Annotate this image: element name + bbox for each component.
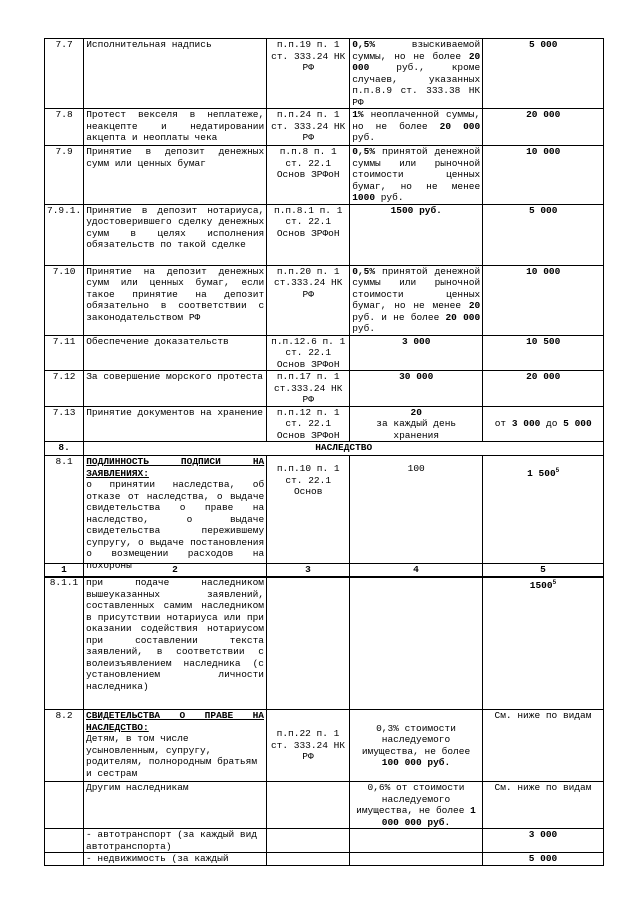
tax-limit: 20 000 bbox=[352, 50, 481, 73]
row-fee: См. ниже по видам bbox=[483, 782, 604, 829]
row-number: 8.2 bbox=[45, 710, 84, 782]
tax-rate: 0,6% bbox=[367, 782, 391, 793]
row-description: Принятие в депозит нотариуса, удостоверившего сделку денежных сумм в целях исполнения обязательств по такой сделке bbox=[84, 204, 267, 265]
fee-value: 10 000 bbox=[526, 146, 561, 157]
row-number: 7.9.1. bbox=[45, 204, 84, 265]
row-title: СВИДЕТЕЛЬСТВА О ПРАВЕ НА НАСЛЕДСТВО: bbox=[86, 710, 264, 733]
row-tax bbox=[350, 109, 483, 146]
row-basis: п.п.17 п. 1 ст.333.24 НК РФ bbox=[267, 371, 350, 407]
row-basis: п.п.12.6 п. 1 ст. 22.1 Основ ЗРФоН bbox=[267, 335, 350, 371]
row-description bbox=[84, 710, 267, 782]
row-basis: п.п.24 п. 1 ст. 333.24 НК РФ bbox=[267, 109, 350, 146]
fee-row bbox=[45, 265, 604, 335]
row-fee: См. ниже по видам bbox=[483, 710, 604, 782]
fee-row bbox=[45, 204, 604, 265]
row-description: Другим наследникам bbox=[84, 782, 267, 829]
row-tax bbox=[350, 710, 483, 782]
row-number: 7.9 bbox=[45, 146, 84, 205]
tax-rate: 0,5% bbox=[352, 265, 376, 277]
row-number bbox=[45, 829, 84, 853]
fee-value: 10 000 bbox=[526, 265, 561, 277]
tax-rate: 0,5% bbox=[352, 39, 376, 50]
tax-max: 20 000 bbox=[445, 311, 481, 323]
row-other-heirs bbox=[45, 782, 604, 829]
tax-rate: 0,5% bbox=[352, 146, 376, 157]
fee-value: 5 000 bbox=[528, 204, 558, 216]
row-real-estate bbox=[45, 853, 604, 866]
row-description: Обеспечение доказательств bbox=[84, 335, 267, 371]
tax-text: принятой денежной суммы или рыночной стоимости ценных бумаг, но не менее bbox=[352, 146, 481, 192]
header-col-2: 2 bbox=[84, 564, 267, 577]
tax-text-2: руб. bbox=[352, 132, 376, 143]
row-description: Принятие документов на хранение bbox=[84, 406, 267, 442]
row-fee bbox=[483, 456, 604, 578]
header-col-3: 3 bbox=[267, 564, 350, 577]
tax-rate: 0,3% bbox=[376, 722, 399, 734]
row-tax bbox=[350, 406, 483, 442]
tax-value: 3 000 bbox=[401, 335, 431, 347]
tax-limit: 1000 bbox=[352, 192, 376, 203]
row-fee bbox=[483, 371, 604, 407]
row-tax bbox=[350, 265, 483, 335]
fee-row bbox=[45, 109, 604, 146]
row-fee bbox=[483, 109, 604, 146]
tax-value: 1500 руб. bbox=[390, 204, 442, 216]
row-number: 7.11 bbox=[45, 335, 84, 371]
fee-value: 10 500 bbox=[526, 335, 561, 347]
row-basis: п.п.12 п. 1 ст. 22.1 Основ ЗРФоН bbox=[267, 406, 350, 442]
tax-limit: 1 000 000 руб. bbox=[381, 805, 476, 828]
tax-text-3: руб. bbox=[352, 323, 376, 334]
fee-value: 1 500 bbox=[527, 468, 556, 480]
row-description: - автотранспорт (за каждый вид автотранспорта) bbox=[84, 829, 267, 853]
tax-text: принятой денежной суммы или рыночной стоимости ценных бумаг, но не менее bbox=[352, 265, 481, 311]
row-number: 7.13 bbox=[45, 406, 84, 442]
row-vehicles bbox=[45, 829, 604, 853]
row-number: 8.1.1 bbox=[45, 577, 84, 710]
row-8-1-1 bbox=[45, 577, 604, 710]
fee-value: 20 000 bbox=[526, 109, 561, 120]
row-title: ПОДЛИННОСТЬ ПОДПИСИ НА ЗАЯВЛЕНИЯХ: bbox=[86, 456, 265, 479]
row-description: Протест векселя в неплатеже, неакцепте и недатировании акцепта и неоплаты чека bbox=[84, 109, 267, 146]
fees-table-top bbox=[44, 38, 604, 578]
tax-text-2: руб. bbox=[375, 192, 404, 203]
row-description: - недвижимость (за каждый bbox=[84, 853, 267, 866]
row-basis: п.п.22 п. 1 ст. 333.24 НК РФ bbox=[267, 710, 350, 782]
fee-value: 5 000 bbox=[528, 39, 558, 50]
tax-text: неоплаченной суммы, но не более bbox=[352, 109, 481, 132]
row-basis: п.п.8 п. 1 ст. 22.1 Основ ЗРФоН bbox=[267, 146, 350, 205]
row-basis: п.п.20 п. 1 ст.333.24 НК РФ bbox=[267, 265, 350, 335]
section-title: НАСЛЕДСТВО bbox=[84, 442, 604, 456]
row-number: 7.7 bbox=[45, 39, 84, 109]
row-number: 7.10 bbox=[45, 265, 84, 335]
row-fee bbox=[483, 265, 604, 335]
row-description: при подаче наследником вышеуказанных заявлений, составленных самим наследником в присутствии нотариуса или при оказании содействия нотариусом при составлении текста заявлений, в соответствии с волеизъявлением наследника (с установлением личности наследника) bbox=[84, 577, 267, 710]
fee-value: 20 000 bbox=[526, 371, 561, 382]
row-number: 7.8 bbox=[45, 109, 84, 146]
row-basis: п.п.10 п. 1 ст. 22.1 Основ bbox=[267, 456, 350, 578]
row-tax bbox=[350, 853, 483, 866]
row-fee bbox=[483, 577, 604, 710]
tax-limit: 20 000 bbox=[439, 120, 481, 132]
fee-row bbox=[45, 39, 604, 109]
fee-footnote: 5 bbox=[552, 579, 557, 586]
row-fee bbox=[483, 146, 604, 205]
row-text: о принятии наследства, об отказе от наследства, о выдаче свидетельства о праве на наследство, о выдаче свидетельства пережившему супругу, о выдаче постановления о возмещении расходов на похороны bbox=[86, 479, 265, 571]
row-tax bbox=[350, 371, 483, 407]
row-basis: п.п.8.1 п. 1 ст. 22.1 Основ ЗРФоН bbox=[267, 204, 350, 265]
fee-row bbox=[45, 406, 604, 442]
row-tax bbox=[350, 204, 483, 265]
fee-row bbox=[45, 335, 604, 371]
row-text: Детям, в том числе усыновленным, супругу, родителям, полнородным братьям и сестрам bbox=[86, 733, 258, 779]
row-tax bbox=[350, 146, 483, 205]
row-description: Исполнительная надпись bbox=[84, 39, 267, 109]
tax-limit: 100 000 руб. bbox=[381, 757, 451, 768]
tax-text: от стоимости наследуемого имущества, не более bbox=[356, 782, 471, 816]
row-description bbox=[84, 456, 267, 578]
row-fee: 5 000 bbox=[483, 853, 604, 866]
fee-value: 1500 bbox=[529, 580, 553, 592]
row-tax bbox=[350, 782, 483, 829]
tax-min: 20 bbox=[468, 300, 481, 311]
row-number: 7.12 bbox=[45, 371, 84, 407]
tax-value: 20 bbox=[410, 406, 422, 418]
header-col-5: 5 bbox=[483, 564, 604, 577]
section-row bbox=[45, 442, 604, 456]
header-row bbox=[45, 564, 604, 577]
row-basis: п.п.19 п. 1 ст. 333.24 НК РФ bbox=[267, 39, 350, 109]
header-col-1: 1 bbox=[45, 564, 84, 577]
tax-note: за каждый день хранения bbox=[376, 418, 457, 441]
row-tax: 100 bbox=[350, 456, 483, 578]
row-fee: 3 000 bbox=[483, 829, 604, 853]
row-number bbox=[45, 853, 84, 866]
fee-row bbox=[45, 371, 604, 407]
row-fee bbox=[483, 406, 604, 442]
tax-value: 30 000 bbox=[399, 371, 434, 382]
tax-text: взыскиваемой суммы, но не более bbox=[352, 39, 481, 62]
fee-prefix: от bbox=[494, 418, 512, 429]
row-description: За совершение морского протеста bbox=[84, 371, 267, 407]
row-basis bbox=[267, 782, 350, 829]
row-fee bbox=[483, 204, 604, 265]
row-number: 8.1 bbox=[45, 456, 84, 578]
row-tax bbox=[350, 829, 483, 853]
row-tax bbox=[350, 577, 483, 710]
tax-text: стоимости наследуемого имущества, не более bbox=[361, 722, 471, 757]
row-basis bbox=[267, 853, 350, 866]
row-basis bbox=[267, 829, 350, 853]
header-col-4: 4 bbox=[350, 564, 483, 577]
row-tax bbox=[350, 39, 483, 109]
row-tax bbox=[350, 335, 483, 371]
tax-text-2: руб. и не более bbox=[352, 311, 446, 323]
row-fee bbox=[483, 335, 604, 371]
row-fee bbox=[483, 39, 604, 109]
tax-rate: 1% bbox=[352, 109, 364, 120]
row-8-2 bbox=[45, 710, 604, 782]
fee-footnote: 5 bbox=[555, 467, 560, 474]
fees-table-bottom bbox=[44, 563, 604, 866]
section-number: 8. bbox=[45, 442, 84, 456]
fee-min: 3 000 bbox=[511, 418, 541, 429]
tax-text-2: руб., кроме случаев, указанных п.п.8.9 ст. 333.38 НК РФ bbox=[352, 62, 481, 108]
fee-row bbox=[45, 146, 604, 205]
row-basis bbox=[267, 577, 350, 710]
row-description: Принятие в депозит денежных сумм или ценных бумаг bbox=[84, 146, 267, 205]
fee-mid: до bbox=[540, 418, 564, 429]
row-8-1 bbox=[45, 456, 604, 578]
row-number bbox=[45, 782, 84, 829]
fee-max: 5 000 bbox=[563, 418, 592, 429]
row-description: Принятие на депозит денежных сумм или ценных бумаг, если такое принятие на депозит обязательно в соответствии с законодательством РФ bbox=[84, 265, 267, 335]
